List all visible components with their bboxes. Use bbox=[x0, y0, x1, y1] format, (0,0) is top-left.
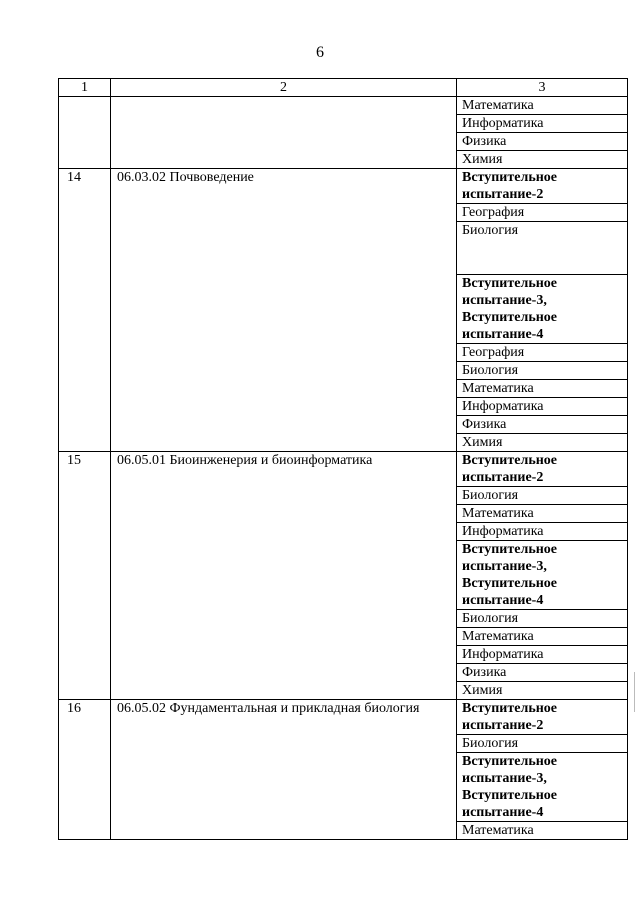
subject-cell: География bbox=[457, 344, 628, 362]
subject-cell: Биология bbox=[457, 610, 628, 628]
subject-cell: Математика bbox=[457, 380, 628, 398]
subject-cell: Химия bbox=[457, 682, 628, 700]
subject-cell: Химия bbox=[457, 151, 628, 169]
subject-cell: Физика bbox=[457, 133, 628, 151]
specialty-cell: 06.05.02 Фундаментальная и прикладная биология bbox=[111, 700, 457, 840]
subject-cell: Математика bbox=[457, 505, 628, 523]
header-col-3: 3 bbox=[457, 79, 628, 97]
subject-cell: Математика bbox=[457, 97, 628, 115]
row-number-cell: 15 bbox=[59, 452, 111, 700]
subject-cell: Биология bbox=[457, 735, 628, 753]
subject-cell: Информатика bbox=[457, 646, 628, 664]
table-row bbox=[59, 452, 628, 487]
row-number-cell: 16 bbox=[59, 700, 111, 840]
subject-cell: Биология bbox=[457, 487, 628, 505]
subject-cell: Информатика bbox=[457, 398, 628, 416]
header-col-2: 2 bbox=[111, 79, 457, 97]
entrance-exam-cell: Вступительное испытание-3, Вступительное испытание-4 bbox=[457, 275, 628, 344]
specialty-cell: 06.03.02 Почвоведение bbox=[111, 169, 457, 452]
subject-cell: Математика bbox=[457, 822, 628, 840]
subject-cell: Физика bbox=[457, 664, 628, 682]
row-number-cell: 14 bbox=[59, 169, 111, 452]
table-row bbox=[59, 97, 628, 115]
entrance-exam-cell: Вступительное испытание-2 bbox=[457, 452, 628, 487]
entrance-exam-cell: Вступительное испытание-3, Вступительное испытание-4 bbox=[457, 541, 628, 610]
entrance-exam-cell: Вступительное испытание-2 bbox=[457, 700, 628, 735]
admission-table bbox=[58, 78, 628, 840]
table-row bbox=[59, 169, 628, 204]
specialty-cell: 06.05.01 Биоинженерия и биоинформатика bbox=[111, 452, 457, 700]
table-row bbox=[59, 700, 628, 735]
subject-cell: Математика bbox=[457, 628, 628, 646]
subject-cell: Химия bbox=[457, 434, 628, 452]
subject-cell: Информатика bbox=[457, 115, 628, 133]
row-number-cell bbox=[59, 97, 111, 169]
entrance-exam-cell: Вступительное испытание-3, Вступительное испытание-4 bbox=[457, 753, 628, 822]
subject-cell: Биология bbox=[457, 222, 628, 275]
subject-cell: Биология bbox=[457, 362, 628, 380]
header-col-1: 1 bbox=[59, 79, 111, 97]
page-number: 6 bbox=[316, 44, 324, 61]
scan-edge-mark bbox=[634, 672, 635, 712]
specialty-cell bbox=[111, 97, 457, 169]
subject-cell: Физика bbox=[457, 416, 628, 434]
entrance-exam-cell: Вступительное испытание-2 bbox=[457, 169, 628, 204]
subject-cell: География bbox=[457, 204, 628, 222]
header-row bbox=[59, 79, 628, 97]
subject-cell: Информатика bbox=[457, 523, 628, 541]
